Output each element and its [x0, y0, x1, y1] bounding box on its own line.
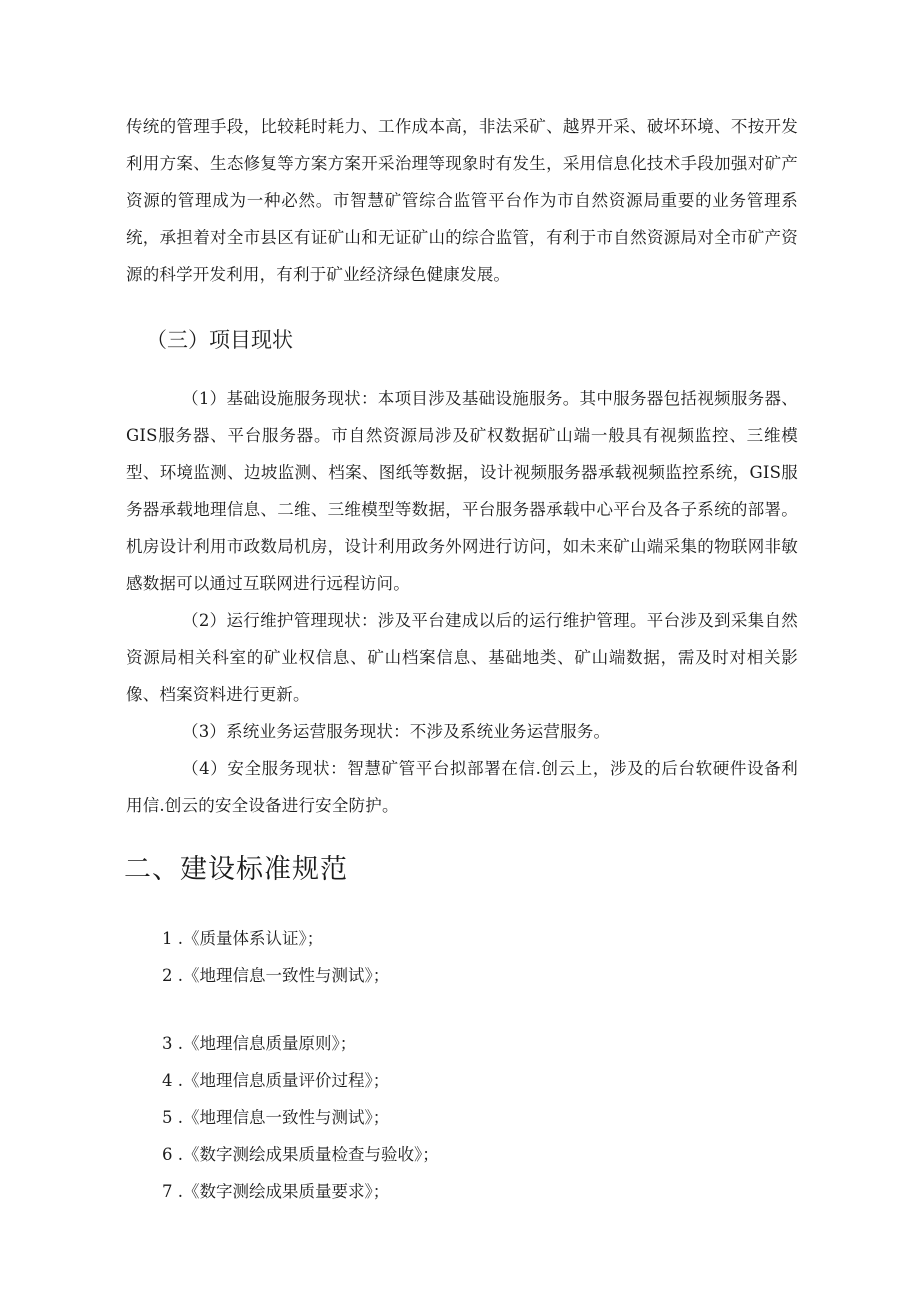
status-item-infrastructure: （1）基础设施服务现状：本项目涉及基础设施服务。其中服务器包括视频服务器、GIS服务器、平台服务器。市自然资源局涉及矿权数据矿山端一般具有视频监控、三维模型、环境监测、边坡监测、档案、图纸等数据，设计视频服务器承载视频监控系统，GIS服务器承载地理信息、二维、三维模型等数据，平台服务器承载中心平台及各子系统的部署。机房设计利用市政数局机房，设计利用政务外网进行访问，如未来矿山端采集的物联网非敏感数据可以通过互联网进行远程访问。	[126, 389, 798, 593]
standard-item: 3 .《地理信息质量原则》；	[162, 1034, 357, 1053]
status-item-security: （4）安全服务现状：智慧矿管平台拟部署在信.创云上，涉及的后台软硬件设备利用信.创云的安全设备进行安全防护。	[126, 759, 798, 815]
standard-item: 4 .《地理信息质量评价过程》；	[162, 1071, 390, 1090]
standard-item: 5 .《地理信息一致性与测试》；	[162, 1108, 390, 1127]
standard-item: 6 .《数字测绘成果质量检查与验收》；	[162, 1145, 439, 1164]
standard-item: 2 .《地理信息一致性与测试》；	[162, 966, 390, 985]
intro-paragraph: 传统的管理手段，比较耗时耗力、工作成本高，非法采矿、越界开采、破坏环境、不按开发利用方案、生态修复等方案方案开采治理等现象时有发生，采用信息化技术手段加强对矿产资源的管理成为一种必然。市智慧矿管综合监管平台作为市自然资源局重要的业务管理系统，承担着对全市县区有证矿山和无证矿山的综合监管，有利于市自然资源局对全市矿产资源的科学开发利用，有利于矿业经济绿色健康发展。	[126, 117, 798, 284]
status-item-operations: （2）运行维护管理现状：涉及平台建成以后的运行维护管理。平台涉及到采集自然资源局相关科室的矿业权信息、矿山档案信息、基础地类、矿山端数据，需及时对相关影像、档案资料进行更新。	[126, 611, 798, 704]
status-item-business: （3）系统业务运营服务现状：不涉及系统业务运营服务。	[182, 722, 611, 741]
section-3-heading: （三）项目现状	[146, 328, 293, 352]
chapter-2-heading: 二、建设标准规范	[124, 854, 348, 885]
standard-item: 7 .《数字测绘成果质量要求》；	[162, 1182, 390, 1201]
standard-item: 1 .《质量体系认证》；	[162, 929, 324, 948]
